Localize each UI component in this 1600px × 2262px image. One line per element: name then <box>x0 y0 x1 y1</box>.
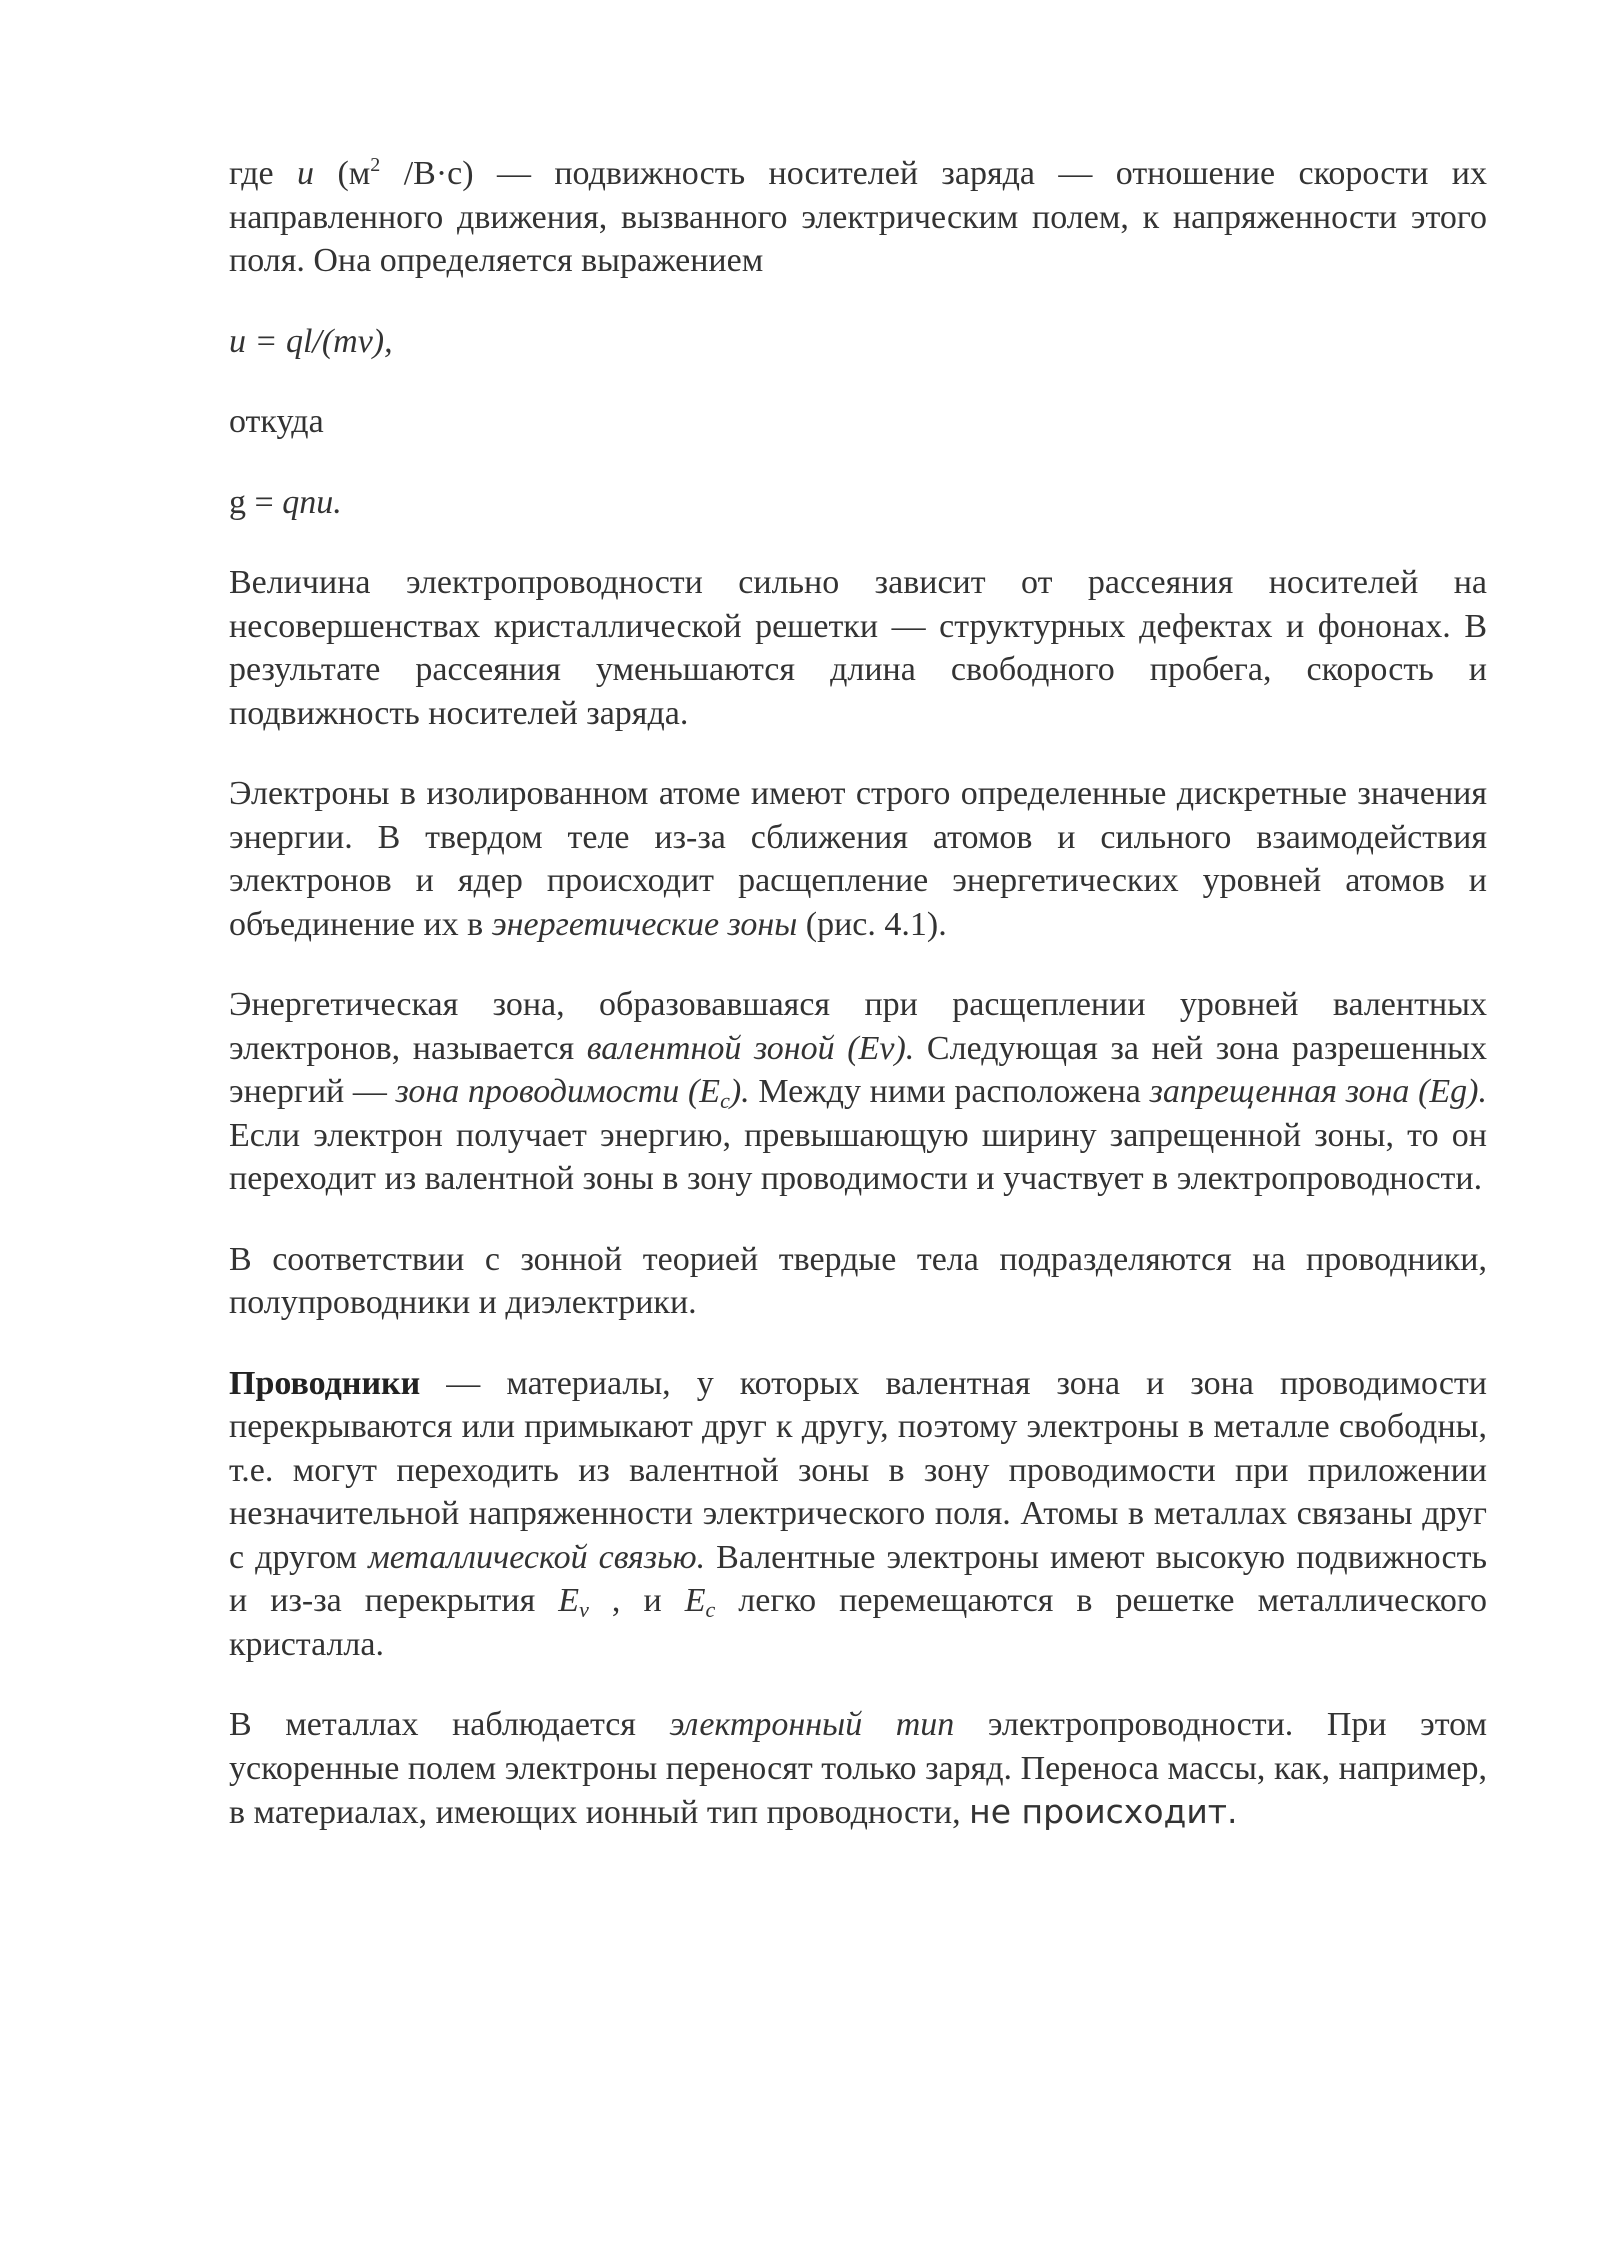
symbol-ev <box>558 1582 589 1622</box>
text: Между ними расположена <box>749 1073 1150 1110</box>
text: легко перемещаются в решетке металлического кристалла. <box>229 1582 1487 1663</box>
emphasis: запрещенная зона (Eg). <box>1149 1073 1487 1110</box>
text: Следующая за ней зона разрешенных энергий — <box>229 1029 1488 1110</box>
emphasis <box>395 1073 750 1113</box>
paragraph-valence-band <box>229 983 1487 1201</box>
text: E <box>558 1582 580 1619</box>
text: Электроны в изолированном атоме имеют строго определенные дискретные значения энергии. В твердом теле из-за сближения атомов и сильного взаимодействия электронов и ядер происходит расщепление энергетических уровней атомов и объединение их в <box>229 775 1487 943</box>
symbol-ec <box>684 1582 716 1622</box>
subscript: v <box>579 1597 589 1622</box>
text: электропроводности. При этом ускоренные полем электроны переносят только заряд. Переноса массы, как, например, в материалах, имеющих ионный тип проводности, <box>229 1706 1488 1831</box>
text: зона проводимости (E <box>395 1073 721 1110</box>
formula-text: u = ql/(mv), <box>229 322 393 360</box>
emphasis: металлической связью. <box>368 1538 706 1576</box>
emphasis: валентной зоной (Ev). <box>586 1029 915 1067</box>
subscript: c <box>720 1088 730 1113</box>
text: (рис. 4.1). <box>797 905 947 943</box>
text: /В·с) — подвижность носителей заряда — отношение скорости их направленного движения, вызванного электрическим полем, к напряженности этого поля. Она определяется выражением <box>229 155 1487 279</box>
text-tail: не происходит. <box>969 1792 1238 1831</box>
paragraph-energy-bands <box>229 772 1487 946</box>
word-otkuda: откуда <box>229 403 324 440</box>
paragraph-electronic-conductivity <box>229 1703 1487 1835</box>
subscript: c <box>705 1597 716 1622</box>
text: (м <box>314 155 371 192</box>
formula-rhs: qnu. <box>282 483 342 521</box>
text: В металлах наблюдается <box>229 1706 670 1743</box>
paragraph-scattering: Величина электропроводности сильно зависит от рассеяния носителей на несовершенствах кристаллической решетки — структурных дефектах и фононах. В результате рассеяния уменьшаются длина свободного пробега, скорость и подвижность носителей заряда. <box>229 564 1487 732</box>
superscript: 2 <box>370 154 381 176</box>
text: Если электрон получает энергию, превышающую ширину запрещенной зоны, то он переходит из валентной зоны в зону проводимости и участвует в электропроводности. <box>229 1116 1487 1197</box>
text: Энергетическая зона, образовавшаяся при расщеплении уровней валентных электронов, называется <box>229 986 1487 1067</box>
text: Валентные электроны имеют высокую подвижность и из-за перекрытия <box>229 1538 1487 1619</box>
text: — материалы, у которых валентная зона и зона проводимости перекрываются или примыкают друг к другу, поэтому электроны в металле свободны, т.е. могут переходить из валентной зоны в зону проводимости при приложении незначительной напряженности электрического поля. Атомы в металлах связаны друг с другом <box>229 1364 1487 1576</box>
text: E <box>684 1582 706 1619</box>
paragraph-mobility-definition <box>229 152 1487 283</box>
formula-conductivity <box>229 481 1487 525</box>
emphasis: энергетические зоны <box>491 905 798 943</box>
text: , и <box>588 1582 685 1619</box>
term-conductors: Проводники <box>229 1364 421 1402</box>
paragraph-conductors <box>229 1362 1487 1667</box>
text: где <box>229 155 298 192</box>
paragraph-classification: В соответствии с зонной теорией твердые тела подразделяются на проводники, полупроводники и диэлектрики. <box>229 1240 1487 1321</box>
formula-mobility <box>229 320 1487 364</box>
formula-lhs: g = <box>229 483 283 521</box>
document-page <box>229 152 1487 1872</box>
emphasis: электронный тип <box>669 1706 955 1743</box>
symbol-u: u <box>297 155 315 192</box>
text: ). <box>729 1073 750 1110</box>
